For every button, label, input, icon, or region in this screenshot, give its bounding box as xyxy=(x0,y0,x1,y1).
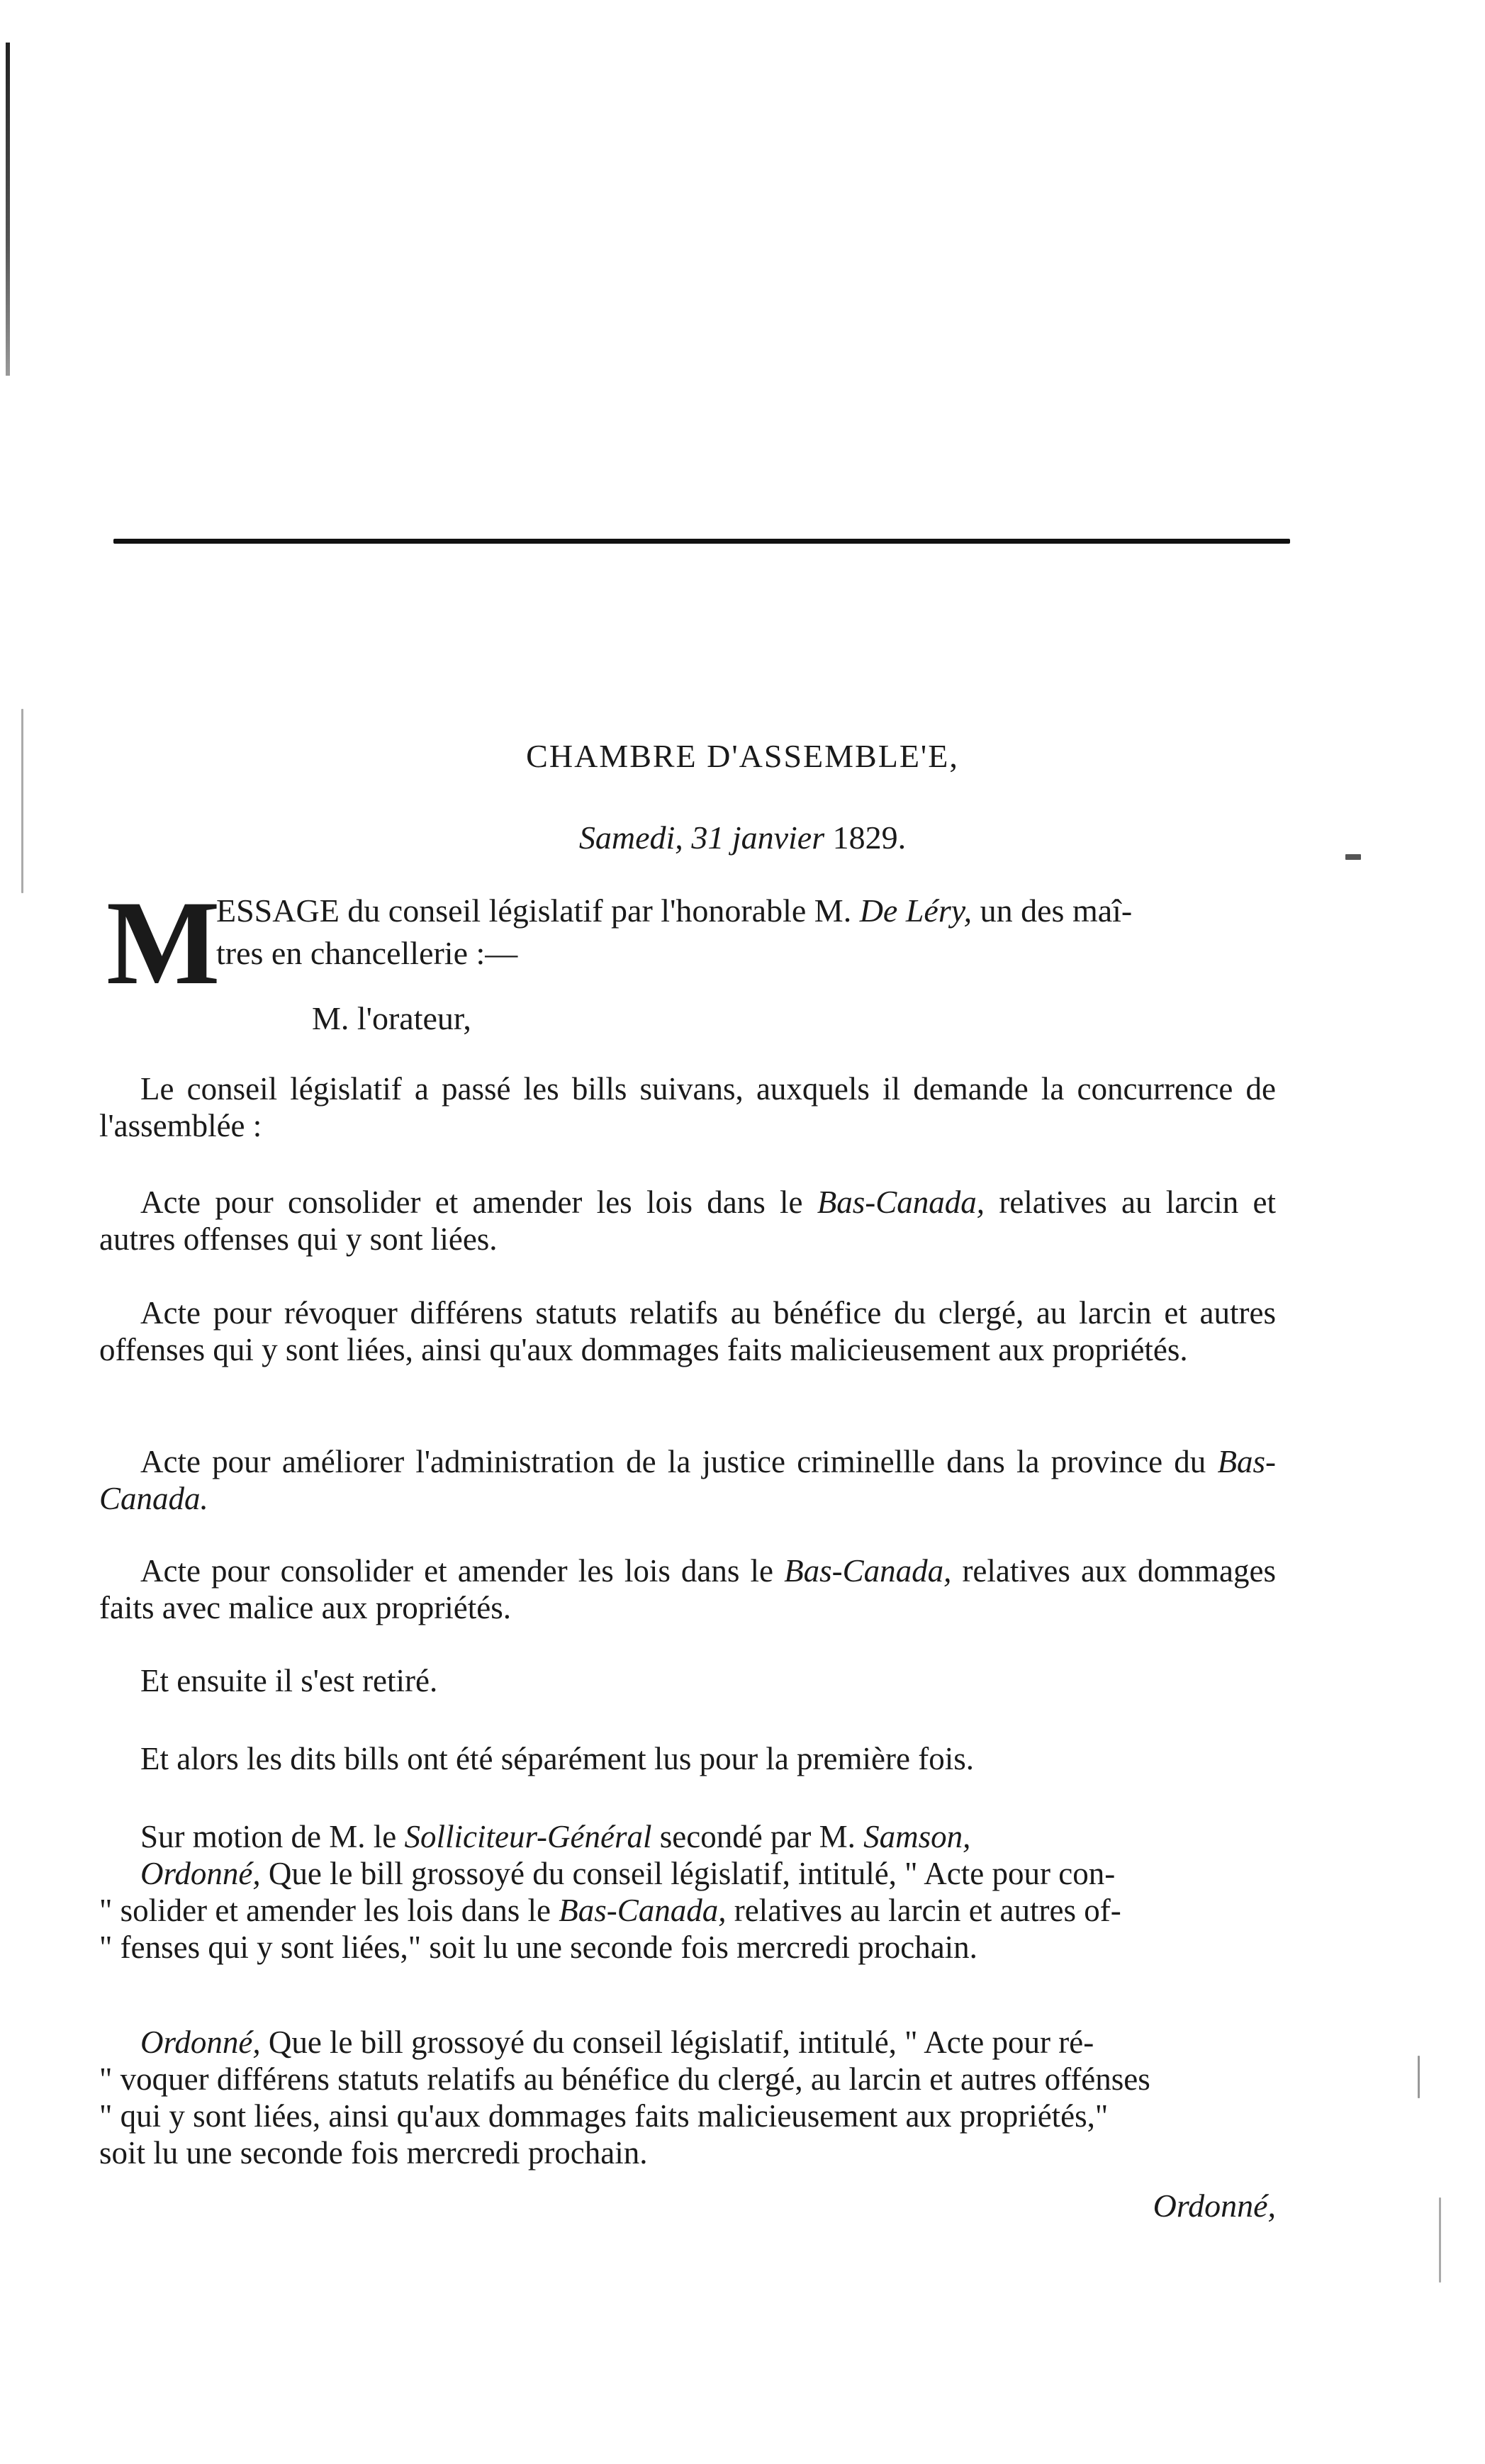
bill-2-text: Acte pour révoquer différens statuts relatifs au bénéfice du clergé, au larcin et autres offenses qui y sont liées, ainsi qu'aux dommages faits malicieusement aux propriétés. xyxy=(99,1295,1276,1367)
date-year: 1829. xyxy=(832,819,907,856)
bill-3-text: Acte pour améliorer l'administration de la justice criminellle dans la province du xyxy=(140,1444,1218,1479)
horizontal-rule xyxy=(113,539,1290,544)
order-1-text: Que le bill grossoyé du conseil législatif, intitulé, " Acte pour con- xyxy=(260,1856,1116,1891)
bill-1-place: Bas-Canada, xyxy=(817,1185,985,1220)
message-start: ESSAGE du conseil législatif par l'honorable M. xyxy=(216,892,852,929)
bill-2 xyxy=(99,1294,1276,1368)
session-date xyxy=(0,819,1485,856)
order-1-line-2-pre: " solider et amender les lois dans le xyxy=(99,1893,559,1928)
chamber-heading: CHAMBRE D'ASSEMBLE'E, xyxy=(526,738,959,774)
intro-paragraph: Le conseil législatif a passé les bills suivans, auxquels il demande la concurrence de l'assemblée : xyxy=(99,1071,1276,1143)
order-2-line-4: soit lu une seconde fois mercredi prochain. xyxy=(99,2135,648,2171)
order-1-line-2-post: relatives au larcin et autres of- xyxy=(726,1893,1121,1928)
date-day: 31 xyxy=(691,819,724,856)
lus-paragraph: Et alors les dits bills ont été séparément lus pour la première fois. xyxy=(140,1741,974,1776)
order-1-line-3: " fenses qui y sont liées," soit lu une seconde fois mercredi prochain. xyxy=(99,1930,977,1965)
scan-speck xyxy=(21,709,23,893)
bill-4-text: Acte pour consolider et amender les lois dans le xyxy=(140,1553,785,1589)
order-2-label: Ordonné, xyxy=(140,2025,261,2060)
drop-cap: M xyxy=(106,876,220,1009)
message-line-2: tres en chancellerie :— xyxy=(216,935,518,971)
message-end: un des maî- xyxy=(980,892,1133,929)
bill-1-text: Acte pour consolider et amender les lois dans le xyxy=(140,1185,817,1220)
motion-seconder: Samson, xyxy=(863,1819,971,1854)
order-1-place: Bas-Canada, xyxy=(559,1893,727,1928)
scan-speck xyxy=(1439,2197,1441,2283)
bill-4-place: Bas-Canada, xyxy=(784,1553,952,1589)
bill-1 xyxy=(99,1184,1276,1258)
message-member: De Léry, xyxy=(859,892,973,929)
date-weekday: Samedi, xyxy=(578,819,683,856)
catchword: Ordonné, xyxy=(1153,2188,1276,2224)
bill-4 xyxy=(99,1552,1276,1626)
order-1-label: Ordonné, xyxy=(140,1856,261,1891)
motion-mover: Solliciteur-Général xyxy=(404,1819,652,1854)
bill-4-rest: relatives aux dommages faits avec malice aux propriétés. xyxy=(99,1553,1276,1625)
scan-speck xyxy=(1418,2056,1420,2098)
bill-3-place: Bas-Canada. xyxy=(99,1444,1276,1516)
salutation: M. l'orateur, xyxy=(312,1000,471,1036)
order-1-line-2 xyxy=(99,1892,1276,1929)
bill-3 xyxy=(99,1443,1276,1517)
motion-mid: secondé par M. xyxy=(651,1819,864,1854)
scan-edge-mark xyxy=(6,43,10,376)
motion-pre: Sur motion de M. le xyxy=(140,1819,405,1854)
order-2-text: Que le bill grossoyé du conseil législatif, intitulé, " Acte pour ré- xyxy=(260,2025,1094,2060)
order-2-line-3: " qui y sont liées, ainsi qu'aux dommages faits malicieusement aux propriétés," xyxy=(99,2098,1109,2134)
message-line-1 xyxy=(216,892,1287,929)
retire-paragraph: Et ensuite il s'est retiré. xyxy=(140,1663,438,1698)
date-month: janvier xyxy=(732,819,825,856)
bill-1-rest: relatives au larcin et autres offenses qui y sont liées. xyxy=(99,1185,1276,1257)
order-1-line-1 xyxy=(140,1855,1317,1892)
motion-paragraph xyxy=(99,1818,1276,1855)
order-2-line-2: " voquer différens statuts relatifs au bénéfice du clergé, au larcin et autres offénses xyxy=(99,2061,1150,2097)
order-2-line-1 xyxy=(140,2024,1317,2061)
